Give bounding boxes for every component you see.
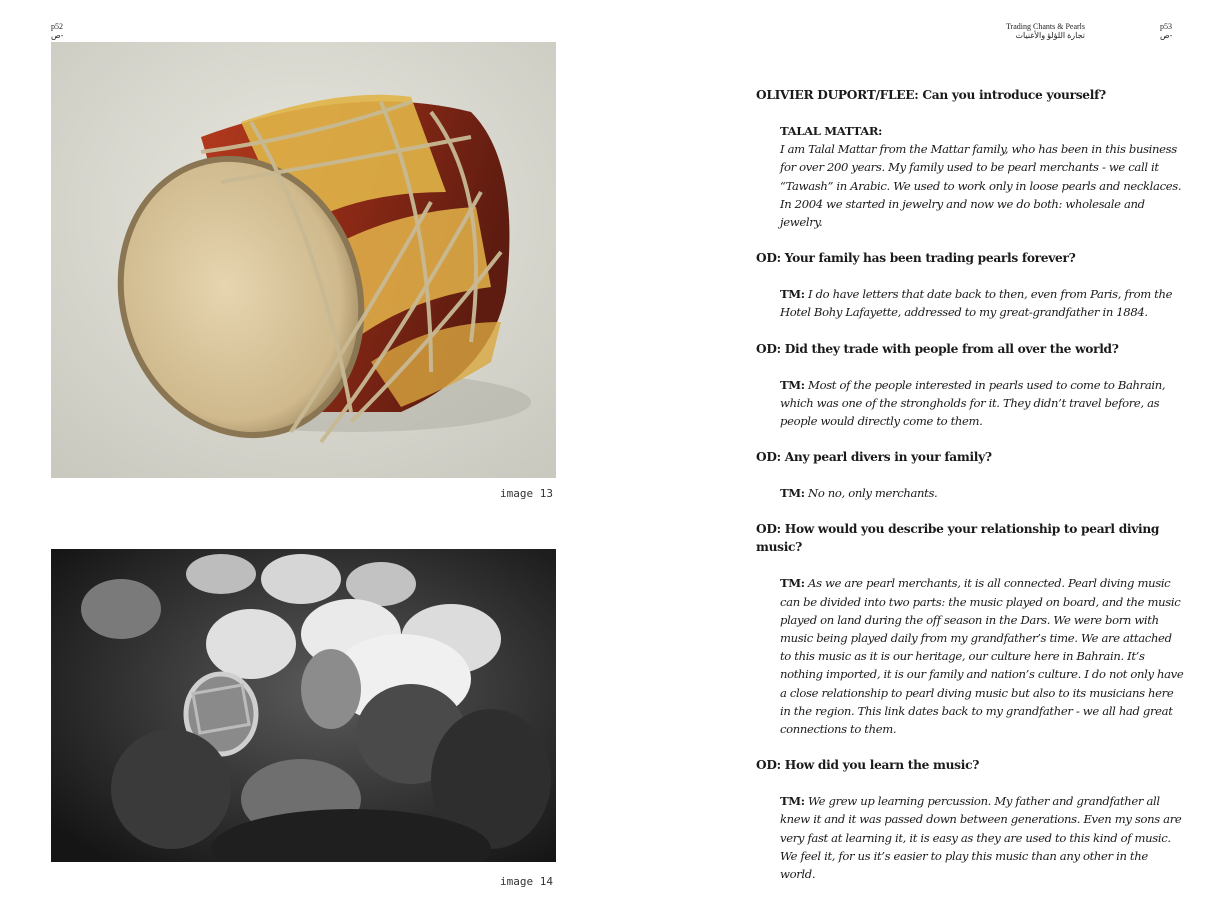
answer-text: Most of the people interested in pearls used to come to Bahrain, which was one of the strongholds for it. They didn’t travel before, as people would directly come to them.: [780, 377, 1166, 429]
drum-photo: [51, 42, 556, 478]
page-number-right-arabic: ص-: [1160, 31, 1173, 40]
question: OLIVIER DUPORT/FLEE: Can you introduce yourself?: [756, 88, 1106, 102]
interview-text: [756, 86, 1184, 901]
speaker-label: TM:: [780, 287, 805, 302]
answer-text: I am Talal Mattar from the Mattar family, who has been in this business for over 200 years. My family used to be pearl merchants - we call it “Tawash” in Arabic. We used to work only in loose pearls and necklaces. In 2004 we started in jewelry and now we do both: wholesale and jewelry.: [780, 142, 1182, 230]
running-title-arabic: تجارة اللؤلؤ والأغنيات: [1015, 31, 1085, 40]
running-title: [985, 22, 1085, 40]
page-number-left-latin: p52: [51, 22, 63, 31]
page-number-left-arabic: ص-: [51, 31, 64, 40]
answer: [780, 122, 1184, 231]
running-title-latin: Trading Chants & Pearls: [1005, 22, 1085, 31]
answer: [780, 574, 1184, 738]
answer-text: I do have letters that date back to then, even from Paris, from the Hotel Bohy Lafayette, addressed to my great-grandfather in 1884.: [780, 287, 1173, 320]
page-number-right: [1160, 22, 1172, 40]
page-number-left: [51, 22, 63, 40]
answer: [780, 484, 1184, 502]
question: OD: How did you learn the music?: [756, 758, 980, 773]
answer-text: No no, only merchants.: [808, 486, 938, 501]
speaker-label: TM:: [780, 576, 805, 591]
speaker-label: TM:: [780, 794, 805, 809]
page-number-right-latin: p53: [1160, 22, 1172, 31]
speaker-label: TM:: [780, 486, 805, 501]
question: OD: Your family has been trading pearls forever?: [756, 251, 1076, 266]
musicians-photo: [51, 549, 556, 862]
answer-text: We grew up learning percussion. My father and grandfather all knew it and it was passed down between generations. Even my sons are very fast at learning it, it is easy as they are used to this kind of music. We feel it, for us it’s easier to play this music than any other in the world.: [780, 794, 1182, 882]
image-13-caption: image 13: [500, 487, 553, 500]
question: OD: How would you describe your relationship to pearl diving music?: [756, 522, 1160, 555]
image-14-caption: image 14: [500, 875, 553, 888]
answer: [780, 285, 1184, 321]
speaker-label: TM:: [780, 377, 805, 392]
answer: [780, 792, 1184, 883]
answer-text: As we are pearl merchants, it is all connected. Pearl diving music can be divided into two parts: the music played on board, and the music played on land during the off season in the Dars. We were born with music being played daily from my grandfather’s time. We are attached to this music as it is our heritage, our culture here in Bahrain. It’s nothing imported, it is our family and nation’s culture. I do not only have a close relationship to pearl diving music but also to its musicians here in the region. This link dates back to my grandfather - we all had great connections to them.: [780, 576, 1184, 737]
speaker-label: TALAL MATTAR:: [780, 124, 883, 138]
answer: [780, 376, 1184, 431]
question: OD: Did they trade with people from all over the world?: [756, 341, 1119, 356]
question: OD: Any pearl divers in your family?: [756, 450, 992, 465]
